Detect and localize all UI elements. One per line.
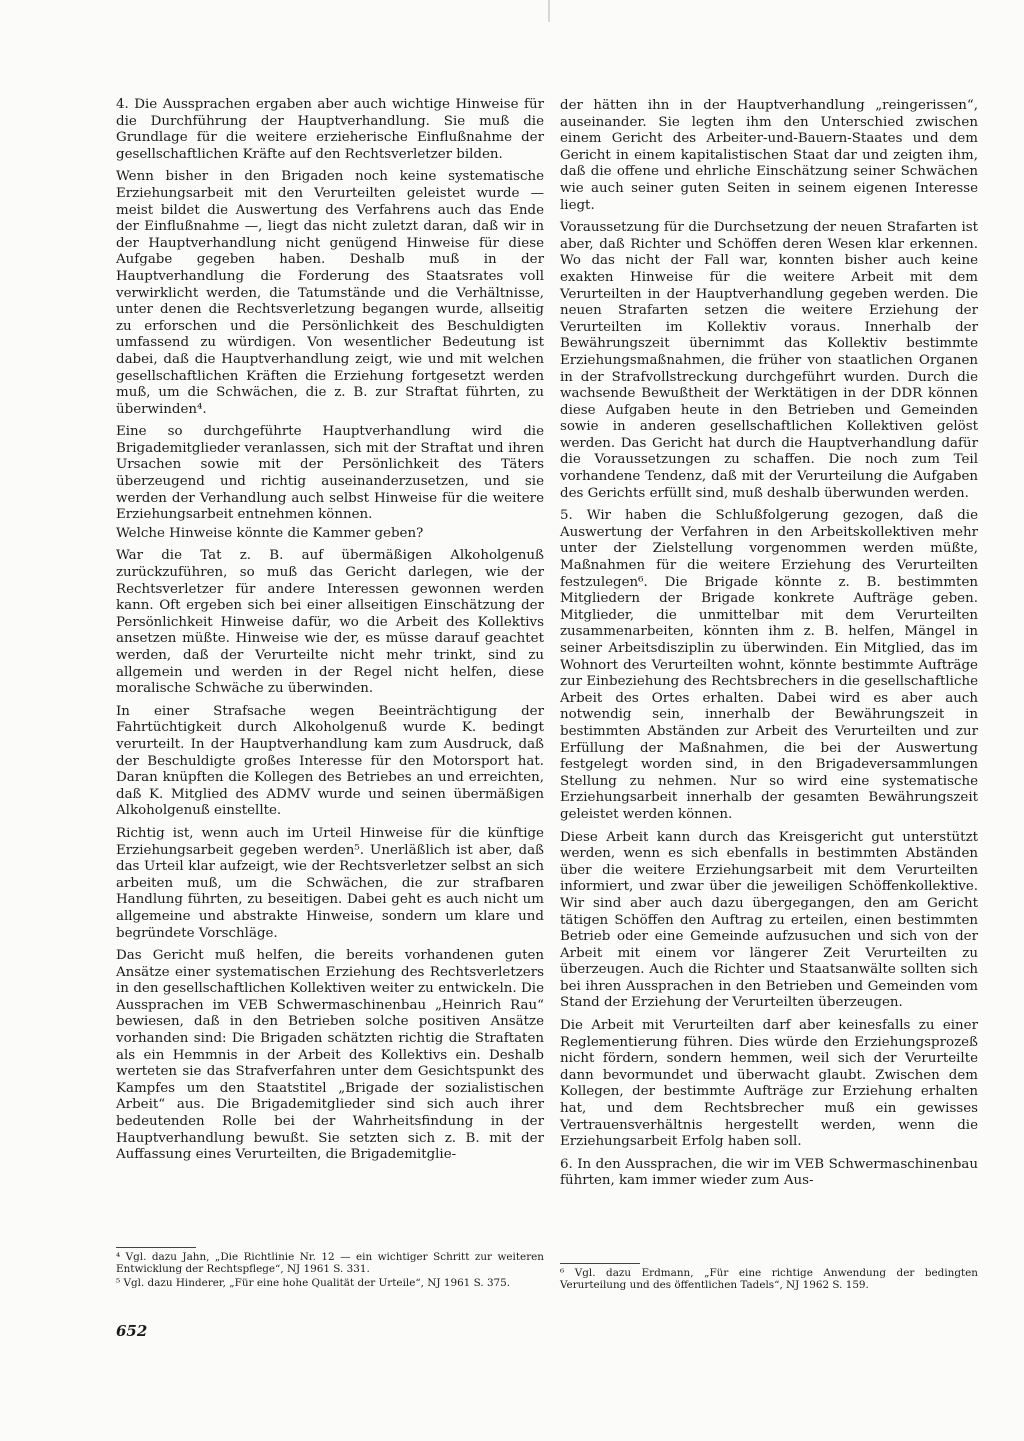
paragraph: Richtig ist, wenn auch im Urteil Hinweise für die künftige Erziehungsarbeit gegeben werden⁵. Unerläßlich ist aber, daß das Urteil klar aufzeigt, wie der Rechtsverletzer selbst an sich arbeiten muß, um die Schwächen, die zur strafbaren Handlung führten, zu beseitigen. Dabei geht es auch nicht um allgemeine und abstrakte Hinweise, sondern um klare und begründete Vorschläge. [116,825,544,941]
paragraph: der hätten ihn in der Hauptverhandlung „reingerissen“, auseinander. Sie legten ihm den Unterschied zwischen einem Gericht des Arbeiter-und-Bauern-Staates und dem Gericht in einem kapitalistischen Staat dar und zeigten ihm, daß die offene und ehrliche Einschätzung seiner Schwächen wie auch seiner guten Seiten in seinem eigenen Interesse liegt. [560,98,978,213]
footnotes-right [560,1263,978,1294]
footnote: ⁴ Vgl. dazu Jahn, „Die Richtlinie Nr. 12 — ein wichtiger Schritt zur weiteren Entwicklung der Rechtspflege“, NJ 1961 S. 331. [116,1251,544,1275]
paragraph: In einer Strafsache wegen Beeinträchtigung der Fahrtüchtigkeit durch Alkoholgenuß wurde K. bedingt verurteilt. In der Hauptverhandlung kam zum Ausdruck, daß der Beschuldigte großes Interesse für den Motorsport hat. Daran knüpften die Kollegen des Betriebes an und erreichten, daß K. Mitglied des ADMV wurde und seinen übermäßigen Alkoholgenuß einstellte. [116,703,544,819]
paragraph: Das Gericht muß helfen, die bereits vorhandenen guten Ansätze einer systematischen Erziehung des Rechtsverletzers in den gesellschaftlichen Kollektiven weiter zu entwickeln. Die Aussprachen im VEB Schwermaschinenbau „Heinrich Rau“ bewiesen, daß in den Betrieben solche positiven Ansätze vorhanden sind: Die Brigaden schätzten richtig die Straftaten als ein Hemmnis in der Arbeit des Kollektivs ein. Deshalb werteten sie das Strafverfahren unter dem Gesichtspunkt des Kampfes um den Staatstitel „Brigade der sozialistischen Arbeit“ aus. Die Brigademitglieder sind sich auch ihrer bedeutenden Rolle bei der Wahrheitsfindung in der Hauptverhandlung bewußt. Sie setzten sich z. B. mit der Auffassung eines Verurteilten, die Brigademitglie- [116,948,544,1163]
paragraph: War die Tat z. B. auf übermäßigen Alkoholgenuß zurückzuführen, so muß das Gericht darlegen, wie der Rechtsverletzer für andere Interessen gewonnen werden kann. Oft ergeben sich bei einer allseitigen Einschätzung der Persönlichkeit Hinweise dafür, wo die Arbeit des Kollektivs ansetzen müßte. Hinweise wie der, es müsse darauf geachtet werden, daß der Verurteilte nicht mehr trinkt, sind zu allgemein und werden in der Regel nicht helfen, diese moralische Schwäche zu überwinden. [116,548,544,697]
paragraph: Diese Arbeit kann durch das Kreisgericht gut unterstützt werden, wenn es sich ebenfalls in bestimmten Abständen über die weitere Erziehungsarbeit mit dem Verurteilten informiert, und zwar über die jeweiligen Schöffenkollektive. Wir sind aber auch dazu übergegangen, den am Gericht tätigen Schöffen den Auftrag zu erteilen, einen bestimmten Betrieb oder eine Gemeinde aufzusuchen und sich von der Arbeit mit einem vor längerer Zeit Verurteilten zu überzeugen. Auch die Richter und Staatsanwälte sollten sich bei ihren Aussprachen in den Betrieben und Gemeinden vom Stand der Erziehung der Verurteilten überzeugen. [560,829,978,1011]
paragraph-question: Welche Hinweise könnte die Kammer geben? [116,525,424,541]
paragraph: Die Arbeit mit Verurteilten darf aber keinesfalls zu einer Reglementierung führen. Dies würde den Erziehungsprozeß nicht fördern, sondern hemmen, weil sich der Verurteilte dann bevormundet und überwacht glaubt. Zwischen dem Kollegen, der bestimmte Aufträge zur Erziehung erhalten hat, und dem Rechtsbrecher muß ein gewisses Vertrauensverhältnis hergestellt werden, wenn die Erziehungsarbeit Erfolg haben soll. [560,1018,978,1150]
paragraph: 4. Die Aussprachen ergaben aber auch wichtige Hinweise für die Durchführung der Hauptverhandlung. Sie muß die Grundlage für die weitere erzieherische Einflußnahme der gesellschaftlichen Kräfte auf den Rechtsverletzer bilden. [116,97,544,162]
page-number: 652 [116,1322,148,1340]
paragraph: Wenn bisher in den Brigaden noch keine systematische Erziehungsarbeit mit den Verurteilten geleistet wurde — meist bildet die Auswertung des Verfahrens auch das Ende der Einflußnahme —, liegt das nicht zuletzt daran, daß wir in der Hauptverhandlung nicht genügend Hinweise für diese Aufgabe gegeben haben. Deshalb muß in der Hauptverhandlung die Forderung des Staatsrates voll verwirklicht werden, die Tatumstände und die Verhältnisse, unter denen die Rechtsverletzung begangen wurde, allseitig zu erforschen und die Persönlichkeit des Beschuldigten umfassend zu würdigen. Von wesentlicher Bedeutung ist dabei, daß die Hauptverhandlung zeigt, wie und mit welchen gesellschaftlichen Kräften die Erziehung fortgesetzt werden muß, um die Schwächen, die z. B. zur Straftat führten, zu überwinden⁴. [116,169,544,417]
right-text-column [560,98,978,1196]
footnote: ⁶ Vgl. dazu Erdmann, „Für eine richtige Anwendung der bedingten Verurteilung und des öffentlichen Tadels“, NJ 1962 S. 159. [560,1267,978,1291]
paragraph: Voraussetzung für die Durchsetzung der neuen Strafarten ist aber, daß Richter und Schöffen deren Wesen klar erkennen. Wo das nicht der Fall war, konnten bisher auch keine exakten Hinweise für die weitere Arbeit mit dem Verurteilten in der Hauptverhandlung gegeben werden. Die neuen Strafarten setzen die weitere Erziehung der Verurteilten im Kollektiv voraus. Innerhalb der Bewährungszeit übernimmt das Kollektiv bestimmte Erziehungsmaßnahmen, die früher von staatlichen Organen in der Strafvollstreckung durchgeführt wurden. Durch die wachsende Bewußtheit der Werktätigen in der DDR können diese Aufgaben heute in den Betrieben und Gemeinden sowie in anderen gesellschaftlichen Kollektiven gelöst werden. Das Gericht hat durch die Hauptverhandlung dafür die Voraussetzungen zu schaffen. Die noch zum Teil vorhandene Tendenz, daß mit der Verurteilung die Aufgaben des Gerichts erfüllt sind, muß deshalb überwunden werden. [560,220,978,501]
footnote-rule [560,1263,640,1264]
paragraph: 6. In den Aussprachen, die wir im VEB Schwermaschinenbau führten, kam immer wieder zum Aus- [560,1156,978,1189]
footnote-rule [116,1247,196,1248]
paragraph: 5. Wir haben die Schlußfolgerung gezogen, daß die Auswertung der Verfahren in den Arbeitskollektiven mehr unter der Zielstellung vorgenommen werden müßte, Maßnahmen für die weitere Erziehung des Verurteilten festzulegen⁶. Die Brigade könnte z. B. bestimmten Mitgliedern der Brigade konkrete Aufträge geben. Mitglieder, die unmittelbar mit dem Verurteilten zusammenarbeiten, könnten ihm z. B. helfen, Mängel in seiner Arbeitsdisziplin zu überwinden. Ein Mitglied, das im Wohnort des Verurteilten wohnt, könnte bestimmte Aufträge zur Einbeziehung des Rechtsbrechers in die gesellschaftliche Arbeit des Ortes erhalten. Dabei wird es aber auch notwendig sein, innerhalb der Bewährungszeit in bestimmten Abständen zur Arbeit des Verurteilten und zur Erfüllung der Maßnahmen, die bei der Auswertung festgelegt worden sind, in den Brigadeversammlungen Stellung zu nehmen. Nur so wird eine systematische Erziehungsarbeit innerhalb der gesamten Bewährungszeit geleistet werden können. [560,508,978,822]
footnotes-left [116,1247,544,1291]
paragraph: Eine so durchgeführte Hauptverhandlung wird die Brigademitglieder veranlassen, sich mit der Straftat und ihren Ursachen sowie mit der Persönlichkeit des Täters überzeugend und richtig auseinanderzusetzen, und sie werden der Verhandlung auch selbst Hinweise für die weitere Erziehungsarbeit entnehmen können. [116,424,544,523]
footnote: ⁵ Vgl. dazu Hinderer, „Für eine hohe Qualität der Urteile“, NJ 1961 S. 375. [116,1276,511,1289]
scan-edge-mark [548,0,550,22]
left-text-column [116,97,544,1170]
